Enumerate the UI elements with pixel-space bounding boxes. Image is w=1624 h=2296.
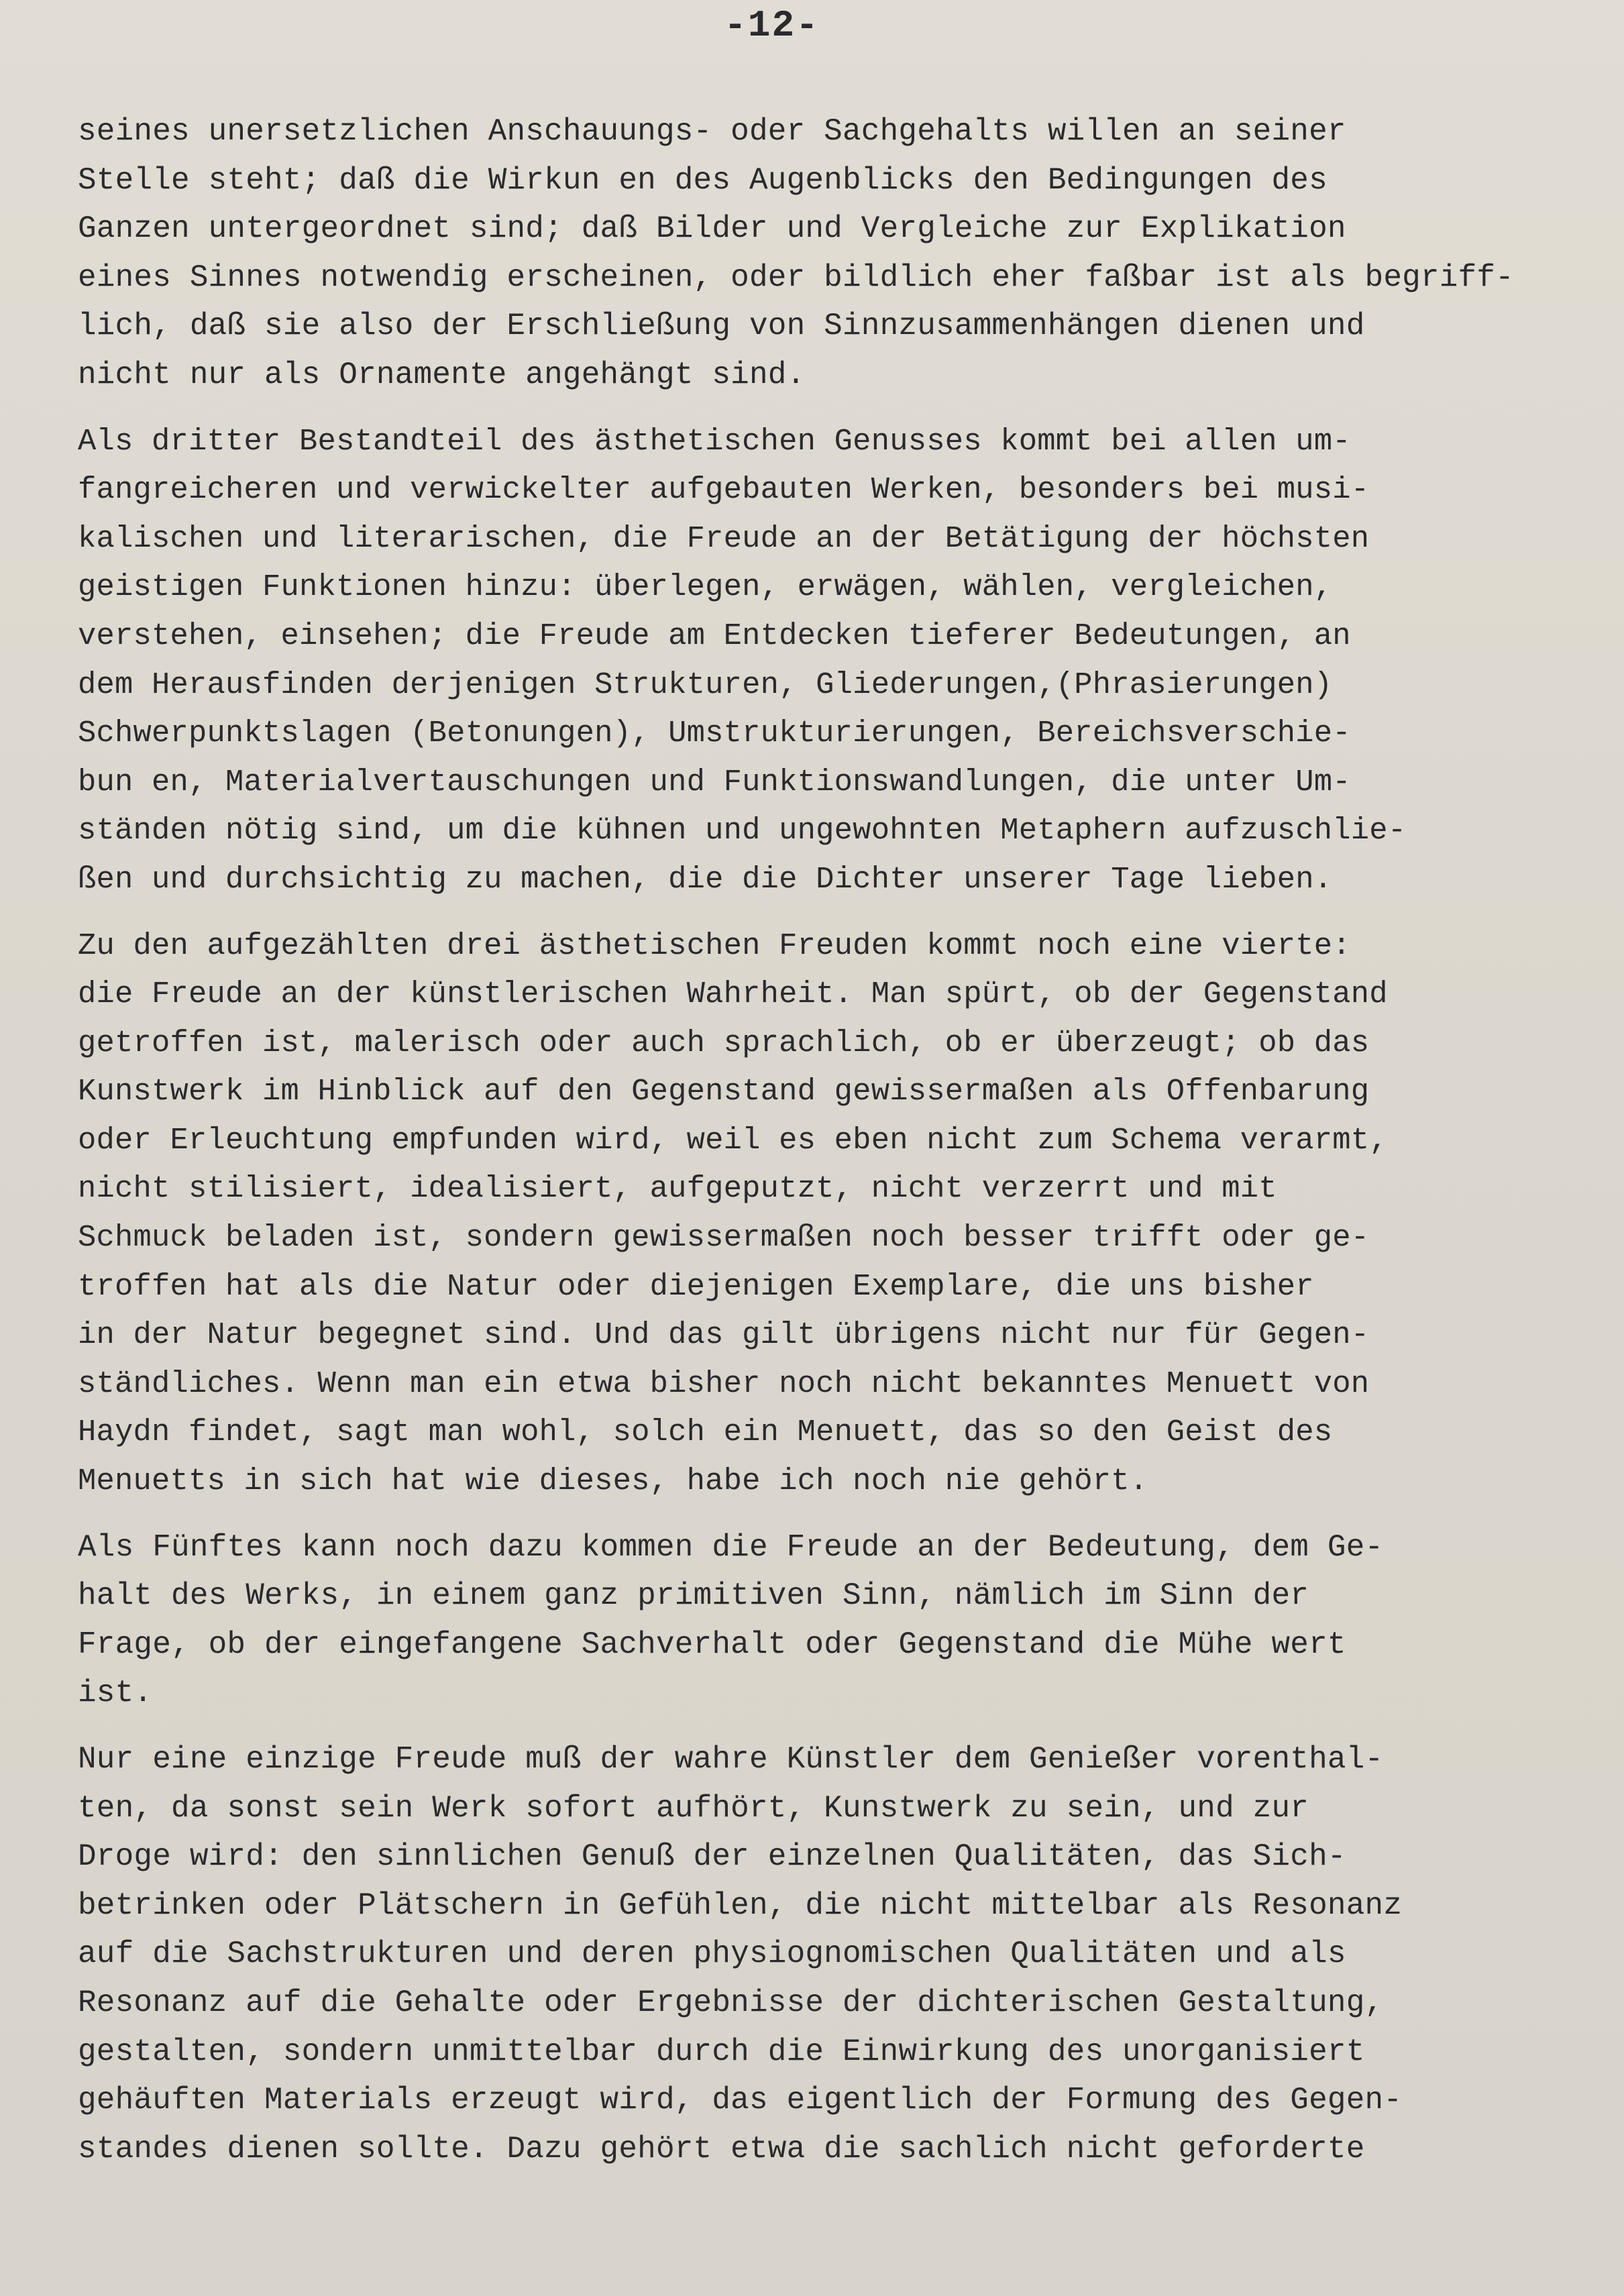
paragraph <box>78 417 1554 904</box>
text-line: eines Sinnes notwendig erscheinen, oder bildlich eher faßbar ist als begriff- <box>78 260 1514 295</box>
text-line: verstehen, einsehen; die Freude am Entdecken tieferer Bedeutungen, an <box>78 618 1351 653</box>
text-line: dem Herausfinden derjenigen Strukturen, Gliederungen,(Phrasierungen) <box>78 667 1333 702</box>
page-number: -12- <box>724 4 820 47</box>
text-line: halt des Werks, in einem ganz primitiven Sinn, nämlich im Sinn der <box>78 1578 1309 1614</box>
text-line: Droge wird: den sinnlichen Genuß der einzelnen Qualitäten, das Sich- <box>78 1839 1346 1875</box>
text-line: in der Natur begegnet sind. Und das gilt übrigens nicht nur für Gegen- <box>78 1317 1370 1353</box>
typed-body-text <box>78 107 1554 2191</box>
text-line: Resonanz auf die Gehalte oder Ergebnisse der dichterischen Gestaltung, <box>78 1985 1384 2020</box>
text-line: Zu den aufgezählten drei ästhetischen Freuden kommt noch eine vierte: <box>78 928 1351 963</box>
text-line: kalischen und literarischen, die Freude an der Betätigung der höchsten <box>78 521 1370 556</box>
text-line: Als Fünftes kann noch dazu kommen die Freude an der Bedeutung, dem Ge- <box>78 1529 1384 1565</box>
text-line: Schmuck beladen ist, sondern gewissermaßen noch besser trifft oder ge- <box>78 1220 1370 1256</box>
text-line: troffen hat als die Natur oder diejenigen Exemplare, die uns bisher <box>78 1268 1314 1304</box>
text-line: nicht stilisiert, idealisiert, aufgeputzt, nicht verzerrt und mit <box>78 1171 1277 1207</box>
paragraph <box>78 1523 1554 1718</box>
text-line: seines unersetzlichen Anschauungs- oder Sachgehalts willen an seiner <box>78 114 1346 149</box>
text-line: Menuetts in sich hat wie dieses, habe ich noch nie gehört. <box>78 1464 1148 1499</box>
text-line: ßen und durchsichtig zu machen, die die Dichter unserer Tage lieben. <box>78 861 1333 897</box>
text-line: gestalten, sondern unmittelbar durch die Einwirkung des unorganisiert <box>78 2034 1365 2069</box>
paragraph <box>78 922 1554 1506</box>
paragraph <box>78 1735 1554 2173</box>
text-line: ständliches. Wenn man ein etwa bisher noch nicht bekanntes Menuett von <box>78 1366 1370 1401</box>
text-line: lich, daß sie also der Erschließung von Sinnzusammenhängen dienen und <box>78 309 1365 344</box>
text-line: Frage, ob der eingefangene Sachverhalt oder Gegenstand die Mühe wert <box>78 1627 1346 1662</box>
text-line: getroffen ist, malerisch oder auch sprachlich, ob er überzeugt; ob das <box>78 1025 1370 1060</box>
text-line: Schwerpunktslagen (Betonungen), Umstrukturierungen, Bereichsverschie- <box>78 716 1351 751</box>
text-line: Kunstwerk im Hinblick auf den Gegenstand gewissermaßen als Offenbarung <box>78 1074 1370 1109</box>
text-line: betrinken oder Plätschern in Gefühlen, die nicht mittelbar als Resonanz <box>78 1888 1403 1923</box>
paragraph <box>78 107 1554 400</box>
text-line: auf die Sachstrukturen und deren physiognomischen Qualitäten und als <box>78 1936 1346 1972</box>
text-line: bun en, Materialvertauschungen und Funktionswandlungen, die unter Um- <box>78 764 1351 800</box>
text-line: oder Erleuchtung empfunden wird, weil es eben nicht zum Schema verarmt, <box>78 1122 1388 1158</box>
text-line: nicht nur als Ornamente angehängt sind. <box>78 357 806 392</box>
text-line: ständen nötig sind, um die kühnen und ungewohnten Metaphern aufzuschlie- <box>78 813 1407 849</box>
text-line: gehäuften Materials erzeugt wird, das eigentlich der Formung des Gegen- <box>78 2083 1403 2118</box>
text-line: ten, da sonst sein Werk sofort aufhört, Kunstwerk zu sein, und zur <box>78 1790 1309 1826</box>
text-line: fangreicheren und verwickelter aufgebauten Werken, besonders bei musi- <box>78 472 1370 508</box>
text-line: Nur eine einzige Freude muß der wahre Künstler dem Genießer vorenthal- <box>78 1742 1384 1777</box>
text-line: Stelle steht; daß die Wirkun en des Augenblicks den Bedingungen des <box>78 162 1328 198</box>
text-line: standes dienen sollte. Dazu gehört etwa die sachlich nicht geforderte <box>78 2131 1365 2167</box>
text-line: die Freude an der künstlerischen Wahrheit. Man spürt, ob der Gegenstand <box>78 977 1388 1012</box>
text-line: ist. <box>78 1676 153 1711</box>
text-line: Ganzen untergeordnet sind; daß Bilder und Vergleiche zur Explikation <box>78 211 1346 247</box>
text-line: Haydn findet, sagt man wohl, solch ein Menuett, das so den Geist des <box>78 1415 1333 1450</box>
text-line: Als dritter Bestandteil des ästhetischen Genusses kommt bei allen um- <box>78 423 1351 459</box>
text-line: geistigen Funktionen hinzu: überlegen, erwägen, wählen, vergleichen, <box>78 569 1333 605</box>
